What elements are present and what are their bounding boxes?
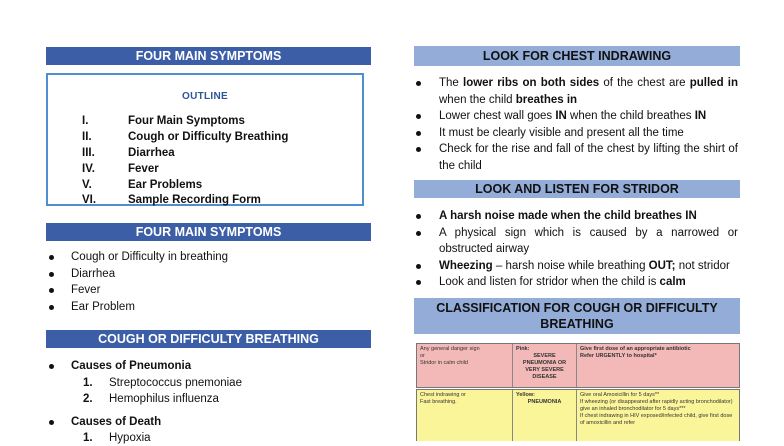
chest-indrawing-header: LOOK FOR CHEST INDRAWING (414, 46, 740, 66)
actions-cell: Give oral Amoxicillin for 5 days** If wheezing (or disappeared after rapidly acting bronchodilator) give an inhaled bronchodilator for 5 days*** If chest indrawing in HIV exposed/infected child, give first dose of amoxicillin and refer (580, 392, 733, 426)
symptoms-list (47, 249, 367, 315)
signs-cell: Any general danger sign or Stridor in calm child (417, 344, 513, 387)
classification-cell: Yellow: PNEUMONIA (513, 390, 577, 441)
list-item: Look and listen for stridor when the child is calm (414, 274, 738, 291)
signs-cell: Chest indrawing or Fast breathing. (417, 390, 513, 441)
list-item: A harsh noise made when the child breathes IN (414, 208, 738, 225)
four-main-symptoms-header: FOUR MAIN SYMPTOMS (46, 47, 371, 65)
classification-header: CLASSIFICATION FOR COUGH OR DIFFICULTY BREATHING (414, 298, 740, 334)
actions-cell: Give first dose of an appropriate antibiotic Refer URGENTLY to hospital* (580, 346, 691, 359)
list-item: Diarrhea (47, 266, 367, 283)
list-item: Check for the rise and fall of the chest by lifting the shirt of the child (414, 141, 738, 174)
list-item: 2. Hemophilus influenza (83, 393, 219, 405)
classification-cell: Pink: SEVERE PNEUMONIA OR VERY SEVERE DISEASE (513, 344, 577, 387)
cough-header: COUGH OR DIFFICULTY BREATHING (46, 330, 371, 348)
death-causes-list (47, 414, 367, 431)
list-item: Fever (47, 282, 367, 299)
list-item: A physical sign which is caused by a narrowed or obstructed airway (414, 225, 738, 258)
list-item: Wheezing – harsh noise while breathing OUT; not stridor (414, 258, 738, 275)
four-main-symptoms-header-2: FOUR MAIN SYMPTOMS (46, 223, 371, 241)
table-row (416, 389, 740, 441)
causes-death-title: Causes of Death (47, 414, 367, 431)
table-row (416, 343, 740, 388)
outline-title: OUTLINE (182, 91, 228, 102)
list-item: 1. Hypoxia (83, 432, 151, 444)
chest-indrawing-list (414, 75, 738, 174)
list-item: Cough or Difficulty in breathing (47, 249, 367, 266)
list-item: Ear Problem (47, 299, 367, 316)
list-item: Lower chest wall goes IN when the child breathes IN (414, 108, 738, 125)
list-item: 1. Streptococcus pnemoniae (83, 377, 242, 389)
classification-table (416, 343, 740, 441)
outline-box: OUTLINE I. Four Main Symptoms II. Cough or Difficulty Breathing III. Diarrhea IV. Fever V. Ear Problems VI. Sample Recording Form (46, 73, 364, 206)
stridor-list (414, 208, 738, 291)
causes-pneumonia-title: Causes of Pneumonia (47, 358, 367, 375)
list-item: The lower ribs on both sides of the chest are pulled in when the child breathes in (414, 75, 738, 108)
pneumonia-causes-list (47, 358, 367, 375)
stridor-header: LOOK AND LISTEN FOR STRIDOR (414, 180, 740, 198)
list-item: It must be clearly visible and present all the time (414, 125, 738, 142)
